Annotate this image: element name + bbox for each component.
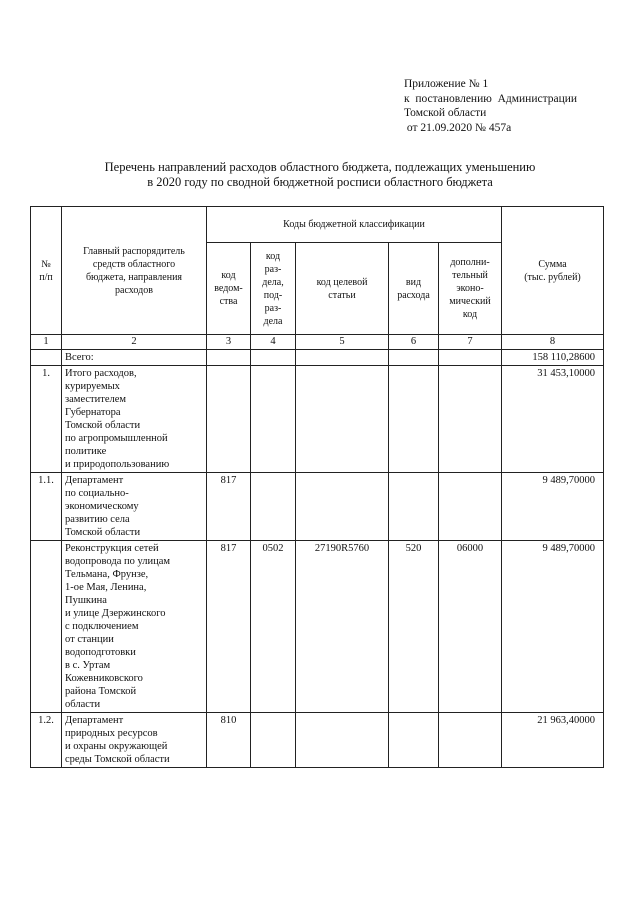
row-section-code [251,366,296,473]
column-number: 8 [502,335,604,350]
row-expense-type [389,366,439,473]
row-num: 1.1. [31,473,62,541]
row-target-code [296,350,389,366]
row-name: Департамент по социально- экономическому развитию села Томской области [62,473,207,541]
row-section-code [251,350,296,366]
row-name: Всего: [62,350,207,366]
header-num: № п/п [31,207,62,335]
column-number: 1 [31,335,62,350]
row-dept-code: 817 [207,541,251,713]
header-econ-code: дополни- тельный эконо- мический код [439,243,502,335]
table-row [31,541,604,713]
column-number: 5 [296,335,389,350]
row-econ-code [439,366,502,473]
row-target-code [296,473,389,541]
row-name: Департамент природных ресурсов и охраны окружающей среды Томской области [62,713,207,768]
row-num [31,541,62,713]
row-expense-type [389,350,439,366]
title-line-1: Перечень направлений расходов областного бюджета, подлежащих уменьшению [104,160,536,174]
column-number: 3 [207,335,251,350]
row-num [31,350,62,366]
column-number: 2 [62,335,207,350]
row-econ-code [439,713,502,768]
row-name: Реконструкция сетей водопровода по улицам Тельмана, Фрунзе, 1-ое Мая, Ленина, Пушкина и улице Дзержинского с подключением от станции водоподготовки в с. Уртам Кожевниковского района Томской области [62,541,207,713]
title-line-2: в 2020 году по сводной бюджетной росписи областного бюджета [147,175,493,189]
row-target-code [296,713,389,768]
row-dept-code: 817 [207,473,251,541]
row-dept-code: 810 [207,713,251,768]
document-title [0,160,640,190]
row-econ-code: 06000 [439,541,502,713]
row-dept-code [207,350,251,366]
header-codes-group: Коды бюджетной классификации [207,207,502,243]
row-num: 1. [31,366,62,473]
column-number: 6 [389,335,439,350]
row-econ-code [439,350,502,366]
appendix-note: Приложение № 1 к постановлению Администрации Томской области от 21.09.2020 № 457а [404,78,578,134]
row-sum: 9 489,70000 [502,541,604,713]
row-expense-type: 520 [389,541,439,713]
row-section-code [251,473,296,541]
header-dept-code: код ведом- ства [207,243,251,335]
row-econ-code [439,473,502,541]
row-sum: 21 963,40000 [502,713,604,768]
row-section-code [251,713,296,768]
budget-table [30,206,604,768]
row-expense-type [389,713,439,768]
header-main-manager: Главный распорядитель средств областного бюджета, направления расходов [62,207,207,335]
header-expense-type: вид расхода [389,243,439,335]
column-number-row [31,335,604,350]
row-sum: 31 453,10000 [502,366,604,473]
header-target-code: код целевой статьи [296,243,389,335]
table-row [31,713,604,768]
row-target-code: 27190R5760 [296,541,389,713]
row-target-code [296,366,389,473]
row-sum: 9 489,70000 [502,473,604,541]
table-row-total [31,350,604,366]
header-section-code: код раз- дела, под- раз- дела [251,243,296,335]
row-num: 1.2. [31,713,62,768]
table-row [31,366,604,473]
row-sum: 158 110,28600 [502,350,604,366]
row-dept-code [207,366,251,473]
table-row [31,473,604,541]
header-sum: Сумма (тыс. рублей) [502,207,604,335]
row-name: Итого расходов, курируемых заместителем Губернатора Томской области по агропромышленной политике и природопользованию [62,366,207,473]
row-section-code: 0502 [251,541,296,713]
column-number: 4 [251,335,296,350]
row-expense-type [389,473,439,541]
column-number: 7 [439,335,502,350]
